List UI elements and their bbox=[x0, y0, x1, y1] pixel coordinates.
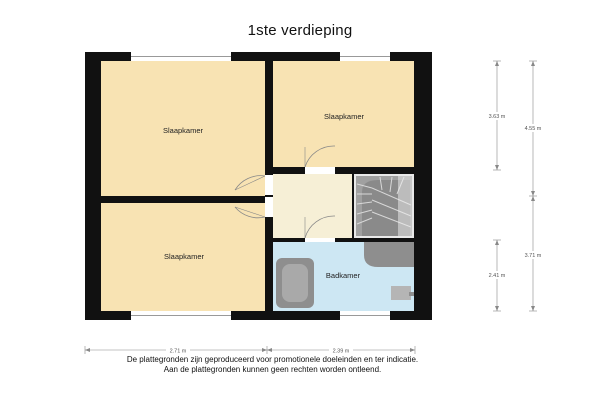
label-slaapkamer-top-right: Slaapkamer bbox=[323, 112, 365, 121]
dim-outer-bottom: 3.71 m bbox=[524, 253, 542, 259]
disclaimer-line-1: De plattegronden zijn geproduceerd voor promotionele doeleinden en ter indicatie. bbox=[126, 355, 419, 364]
label-slaapkamer-bottom-left: Slaapkamer bbox=[163, 252, 205, 261]
label-badkamer: Badkamer bbox=[325, 271, 361, 280]
stairs bbox=[356, 176, 412, 236]
window-bottom-left bbox=[131, 311, 231, 320]
room-hall[interactable] bbox=[273, 174, 354, 238]
dim-inner-top: 3.63 m bbox=[488, 114, 506, 120]
disclaimer bbox=[0, 355, 545, 375]
dimension-vertical-outer bbox=[529, 61, 537, 311]
disclaimer-line-2: Aan de plattegronden kunnen geen rechten worden ontleend. bbox=[163, 365, 382, 374]
sink-icon bbox=[391, 286, 414, 300]
dim-inner-bottom: 2.41 m bbox=[488, 273, 506, 279]
window-bottom-right bbox=[340, 311, 390, 320]
window-top-right bbox=[340, 52, 390, 61]
dim-width-right: 2.39 m bbox=[332, 348, 350, 355]
bathtub-icon bbox=[276, 258, 314, 308]
floor-title: 1ste verdieping bbox=[247, 22, 353, 39]
window-top-left bbox=[131, 52, 231, 61]
shower-icon bbox=[364, 242, 414, 267]
dim-width-left: 2.71 m bbox=[169, 348, 187, 355]
dim-outer-top: 4.55 m bbox=[524, 126, 542, 132]
label-slaapkamer-top-left: Slaapkamer bbox=[162, 126, 204, 135]
dimension-horizontal bbox=[85, 346, 415, 354]
